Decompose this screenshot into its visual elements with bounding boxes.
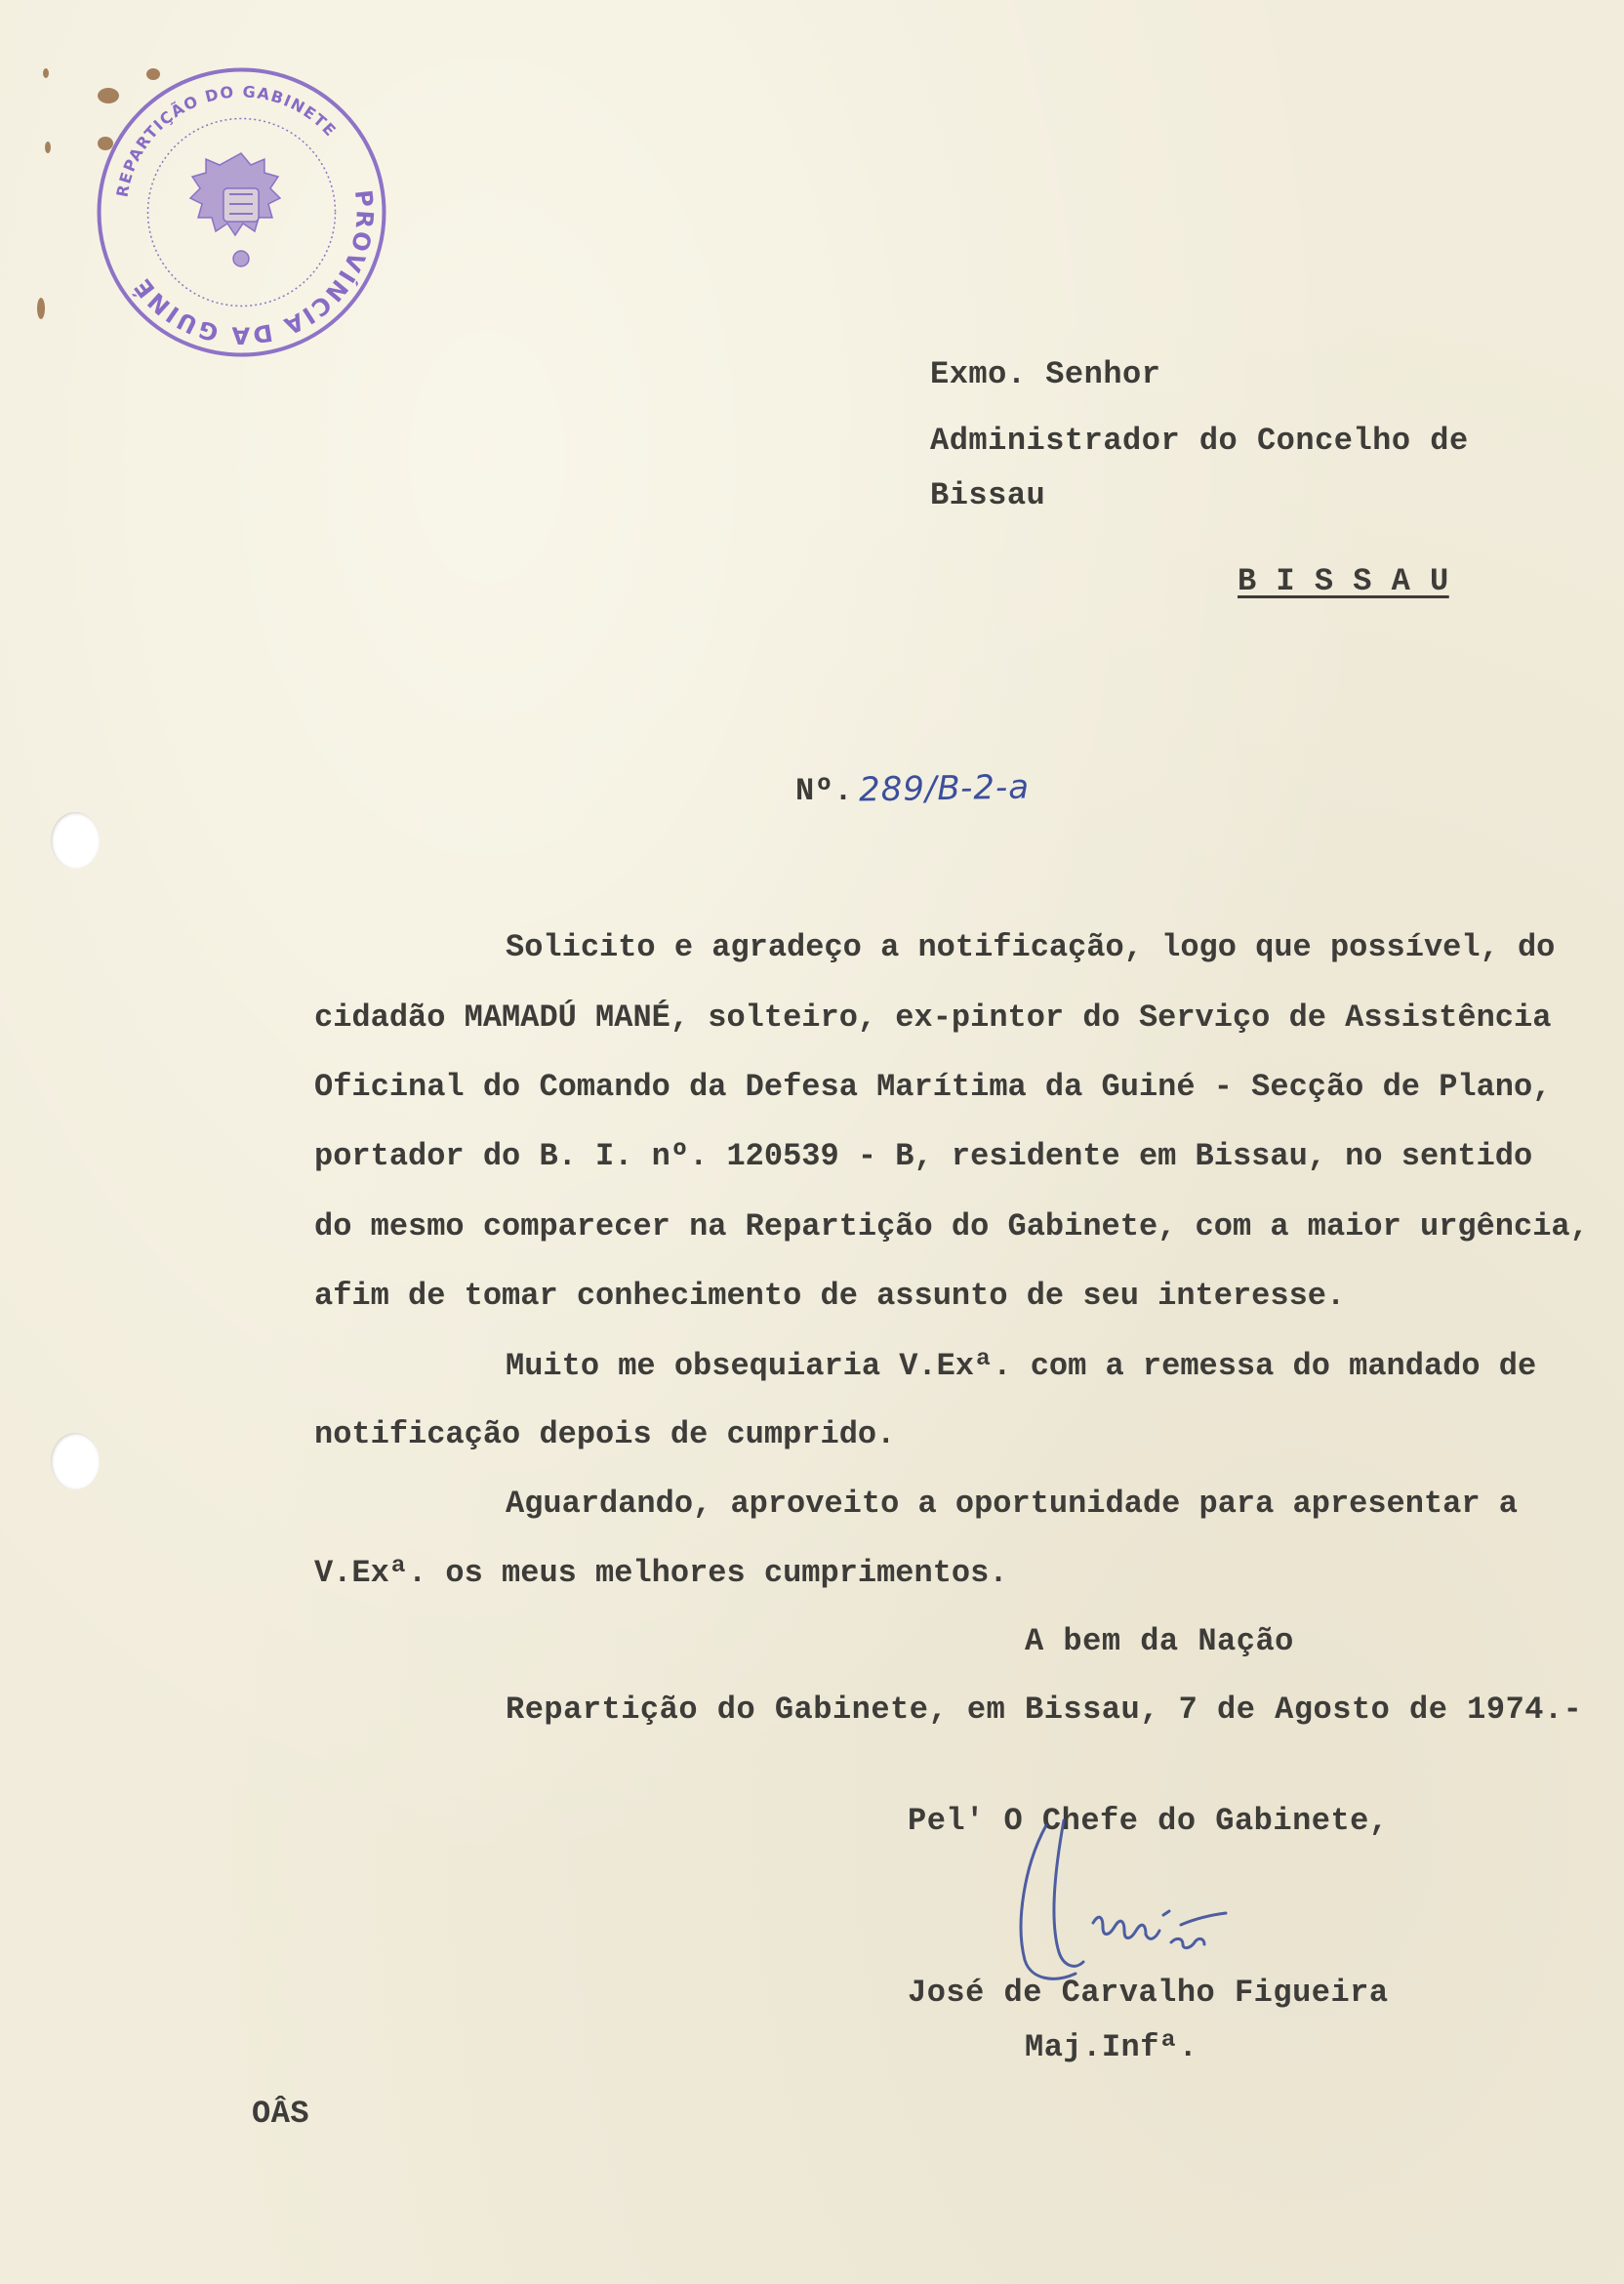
body-line: Aguardando, aproveito a oportunidade para apresentar a (506, 1486, 1518, 1522)
addressee-city: B I S S A U (1238, 563, 1449, 599)
typist-initials: OÂS (252, 2096, 310, 2132)
stamp-inner-text: REPARTIÇÃO DO GABINETE (112, 82, 341, 199)
reference-handwritten-number: 289/B-2-a (858, 767, 1031, 810)
body-line: Muito me obsequiaria V.Exª. com a remessa do mandado de (506, 1348, 1537, 1384)
stamp-ring-text: PROVÍNCIA DA GUINÉ (128, 188, 379, 349)
body-line: afim de tomar conhecimento de assunto de seu interesse. (314, 1278, 1346, 1314)
body-line: V.Exª. os meus melhores cumprimentos. (314, 1555, 1008, 1591)
place-and-date: Repartição do Gabinete, em Bissau, 7 de Agosto de 1974.- (506, 1692, 1583, 1728)
body-line: do mesmo comparecer na Repartição do Gabinete, com a maior urgência, (314, 1208, 1589, 1244)
signatory-name: José de Carvalho Figueira (908, 1975, 1389, 2011)
addressee-place: Bissau (930, 477, 1046, 513)
body-line: notificação depois de cumprido. (314, 1416, 896, 1452)
handwritten-signature (986, 1806, 1298, 2001)
punch-hole-top (51, 812, 100, 869)
reference-prefix: Nº. (795, 773, 854, 809)
body-line: cidadão MAMADÚ MANÉ, solteiro, ex-pintor do Serviço de Assistência (314, 999, 1552, 1036)
official-stamp (93, 63, 390, 361)
body-line: portador do B. I. nº. 120539 - B, residente em Bissau, no sentido (314, 1138, 1533, 1174)
rust-mark (43, 68, 49, 78)
rust-mark (37, 298, 45, 319)
addressee-title: Administrador do Concelho de (930, 423, 1469, 459)
salutation: Exmo. Senhor (930, 356, 1161, 392)
body-line: Oficinal do Comando da Defesa Marítima da Guiné - Secção de Plano, (314, 1069, 1552, 1105)
on-behalf-line: Pel' O Chefe do Gabinete, (908, 1803, 1389, 1839)
signatory-rank: Maj.Infª. (1025, 2029, 1198, 2065)
coat-of-arms-icon (190, 153, 280, 266)
punch-hole-bottom (51, 1433, 100, 1489)
body-line: Solicito e agradeço a notificação, logo que possível, do (506, 929, 1556, 965)
closing-motto: A bem da Nação (1025, 1623, 1294, 1659)
rust-mark (45, 142, 51, 153)
